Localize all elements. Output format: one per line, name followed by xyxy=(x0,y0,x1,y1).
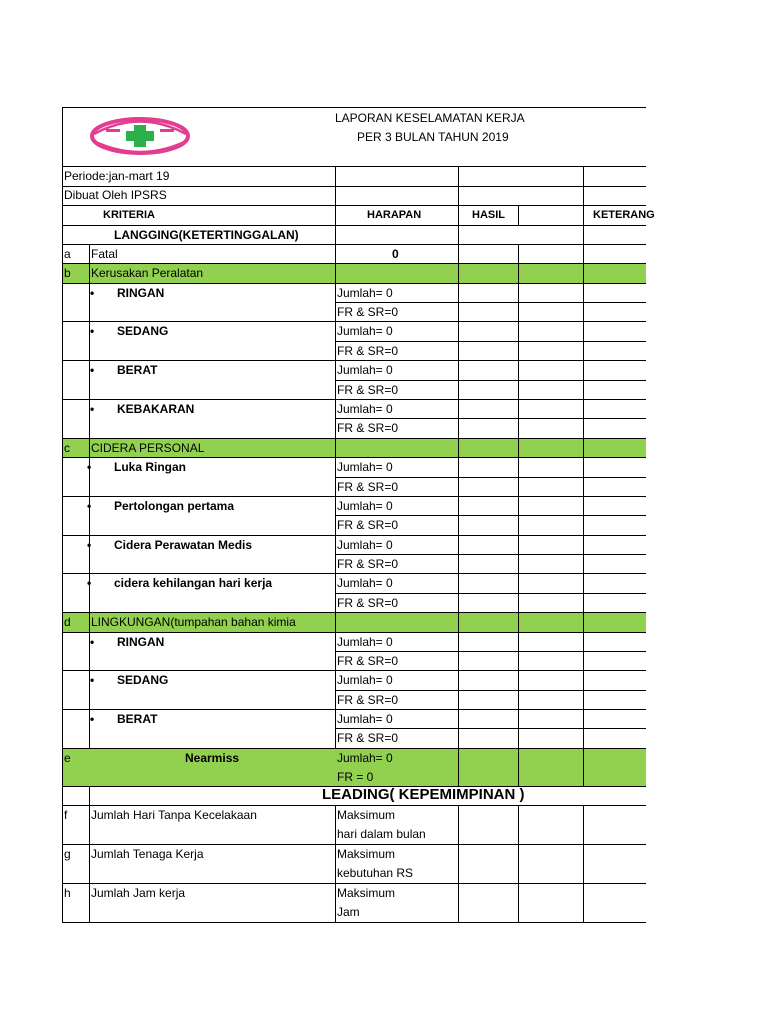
row-label-cidera: CIDERA PERSONAL xyxy=(91,441,205,455)
row-label-fatal: Fatal xyxy=(91,247,118,261)
col-kriteria: KRITERIA xyxy=(103,209,155,221)
row-letter-e: e xyxy=(64,751,71,765)
jumlah-value: Jumlah= 0 xyxy=(337,402,393,416)
row-label-hari-tanpa: Jumlah Hari Tanpa Kecelakaan xyxy=(91,808,257,822)
harapan-line1: Maksimum xyxy=(337,847,396,861)
fr-sr-value: FR & SR=0 xyxy=(337,305,399,319)
fr-sr-value: FR & SR=0 xyxy=(337,480,399,494)
jumlah-value: Jumlah= 0 xyxy=(337,635,393,649)
item-luka-ringan: • Luka Ringan xyxy=(114,460,186,474)
item-ringan: • RINGAN xyxy=(117,286,164,300)
harapan-line2: kebutuhan RS xyxy=(337,866,414,880)
dibuat-oleh-label: Dibuat Oleh IPSRS xyxy=(64,188,167,202)
harapan-line1: Maksimum xyxy=(337,808,396,822)
fr-sr-value: FR & SR=0 xyxy=(337,383,399,397)
fr-sr-value: FR & SR=0 xyxy=(337,421,399,435)
report-title: LAPORAN KESELAMATAN KERJA xyxy=(335,111,525,125)
row-label-tenaga-kerja: Jumlah Tenaga Kerja xyxy=(91,847,204,861)
nearmiss-jumlah: Jumlah= 0 xyxy=(337,751,393,765)
row-letter-c: c xyxy=(64,441,70,455)
harapan-line2: hari dalam bulan xyxy=(337,827,426,841)
fr-sr-value: FR & SR=0 xyxy=(337,654,399,668)
fr-sr-value: FR & SR=0 xyxy=(337,693,399,707)
leading-title: LEADING( KEPEMIMPINAN ) xyxy=(322,786,525,803)
report-subtitle: PER 3 BULAN TAHUN 2019 xyxy=(357,130,509,144)
row-letter-b: b xyxy=(64,266,71,280)
col-hasil: HASIL xyxy=(472,209,505,221)
item-perawatan-medis: • Cidera Perawatan Medis xyxy=(114,538,252,552)
row-letter-a: a xyxy=(64,247,71,261)
jumlah-value: Jumlah= 0 xyxy=(337,538,393,552)
row-label-nearmiss: Nearmiss xyxy=(185,751,240,765)
jumlah-value: Jumlah= 0 xyxy=(337,324,393,338)
fr-sr-value: FR & SR=0 xyxy=(337,731,399,745)
item-berat: • BERAT xyxy=(117,712,157,726)
col-keterangan: KETERANG xyxy=(593,209,655,221)
fr-sr-value: FR & SR=0 xyxy=(337,518,399,532)
jumlah-value: Jumlah= 0 xyxy=(337,499,393,513)
row-label-kerusakan: Kerusakan Peralatan xyxy=(91,266,204,280)
item-ringan: • RINGAN xyxy=(117,635,164,649)
item-pertolongan: • Pertolongan pertama xyxy=(114,499,234,513)
jumlah-value: Jumlah= 0 xyxy=(337,286,393,300)
row-letter-h: h xyxy=(64,886,71,900)
item-berat: • BERAT xyxy=(117,363,157,377)
row-letter-f: f xyxy=(64,808,68,822)
harapan-line2: Jam xyxy=(337,905,360,919)
row-label-jam-kerja: Jumlah Jam kerja xyxy=(91,886,186,900)
fatal-harapan: 0 xyxy=(392,247,399,261)
lagging-title: LANGGING(KETERTINGGALAN) xyxy=(114,228,299,242)
nearmiss-fr: FR = 0 xyxy=(337,770,374,784)
hospital-logo xyxy=(88,113,192,159)
jumlah-value: Jumlah= 0 xyxy=(337,712,393,726)
col-harapan: HARAPAN xyxy=(367,209,422,221)
fr-sr-value: FR & SR=0 xyxy=(337,596,399,610)
harapan-line1: Maksimum xyxy=(337,886,396,900)
row-label-lingkungan: LINGKUNGAN(tumpahan bahan kimia xyxy=(91,615,296,629)
fr-sr-value: FR & SR=0 xyxy=(337,344,399,358)
periode-label: Periode:jan-mart 19 xyxy=(64,169,170,183)
fr-sr-value: FR & SR=0 xyxy=(337,557,399,571)
row-letter-g: g xyxy=(64,847,71,861)
item-kebakaran: • KEBAKARAN xyxy=(117,402,194,416)
item-sedang: • SEDANG xyxy=(117,673,168,687)
row-letter-d: d xyxy=(64,615,71,629)
jumlah-value: Jumlah= 0 xyxy=(337,460,393,474)
jumlah-value: Jumlah= 0 xyxy=(337,576,393,590)
item-kehilangan-hari: • cidera kehilangan hari kerja xyxy=(114,576,272,590)
jumlah-value: Jumlah= 0 xyxy=(337,673,393,687)
jumlah-value: Jumlah= 0 xyxy=(337,363,393,377)
item-sedang: • SEDANG xyxy=(117,324,168,338)
